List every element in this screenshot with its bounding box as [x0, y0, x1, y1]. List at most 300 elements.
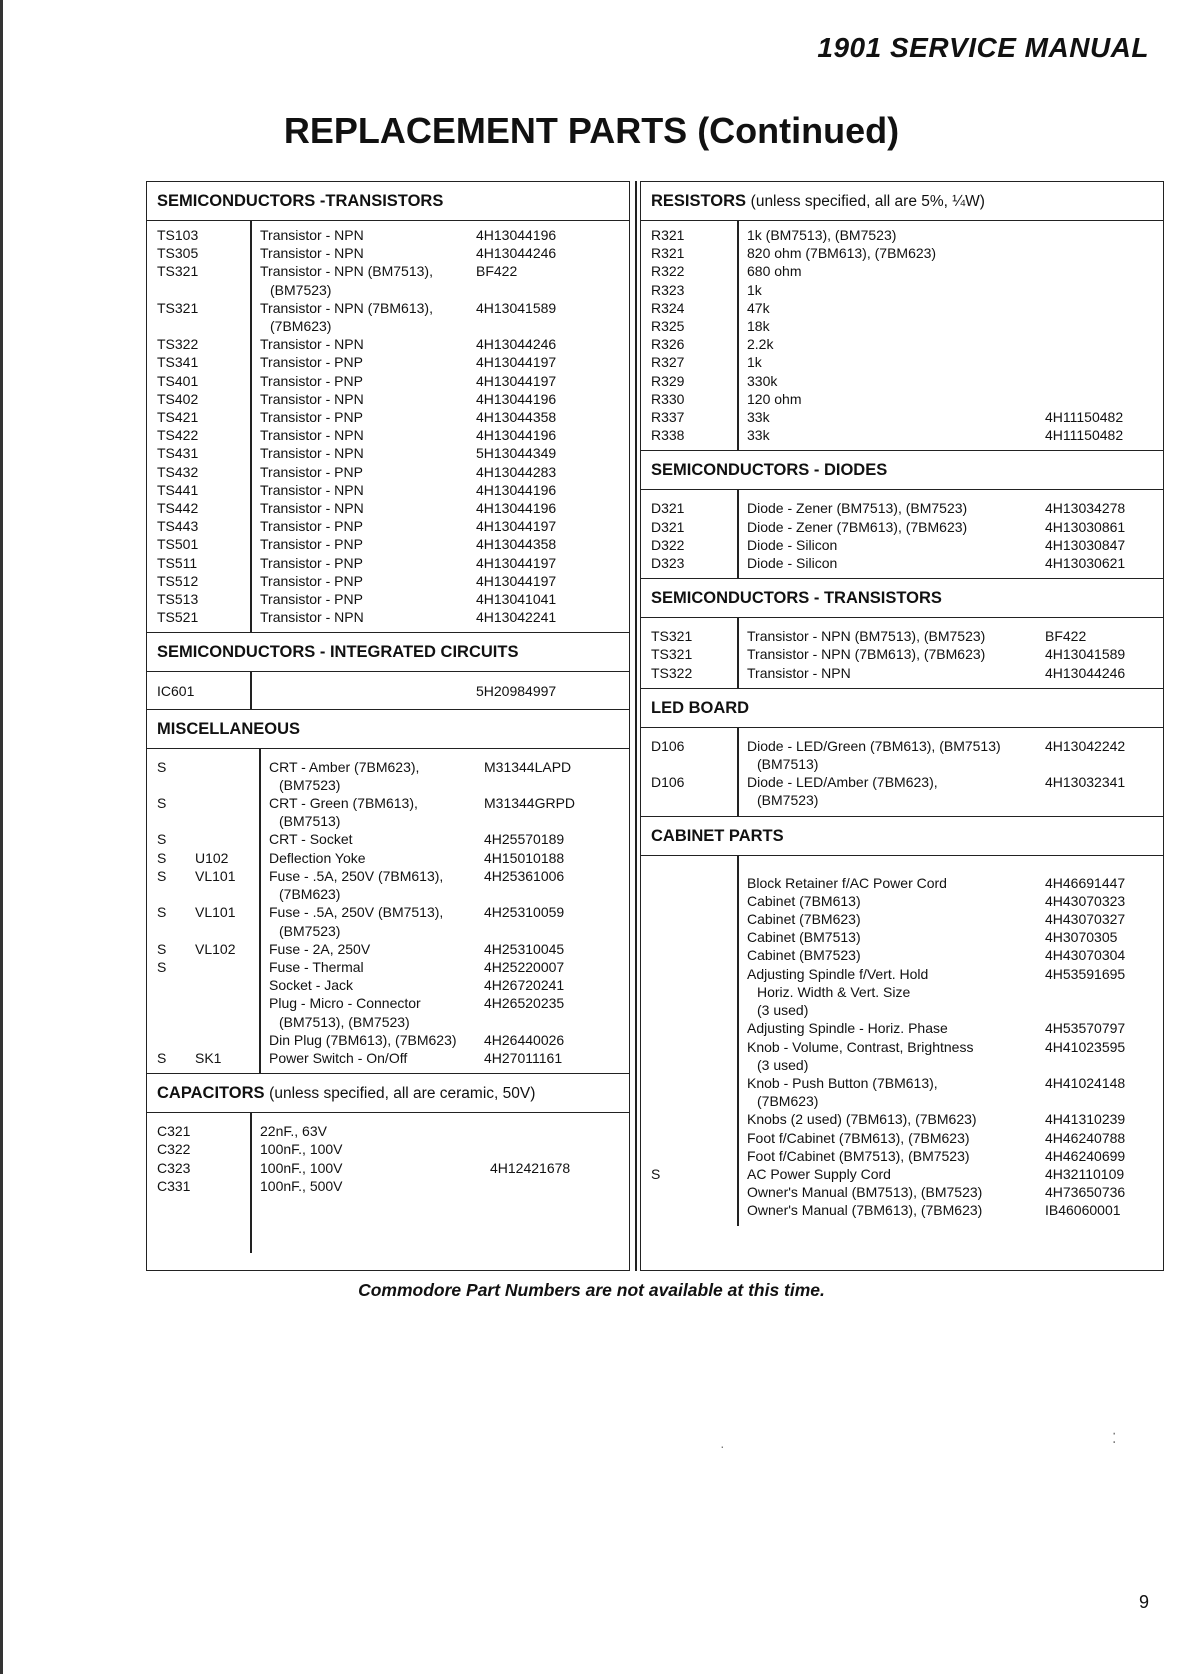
page-edge [0, 0, 3, 1674]
description-continued: (7BM623) [279, 886, 341, 903]
description-continued: (3 used) [757, 1002, 809, 1019]
part-description [737, 1165, 1045, 1183]
part-description [250, 1140, 490, 1158]
table-row [147, 499, 629, 517]
part-description [250, 1159, 490, 1177]
section-diodes [641, 451, 1163, 579]
part-number: 4H13041041 [476, 591, 557, 608]
part-reference [147, 958, 259, 976]
section-capacitors [147, 1074, 629, 1253]
table-row [641, 317, 1163, 335]
part-description [737, 1110, 1045, 1128]
service-flag: S [157, 867, 167, 884]
part-number: 4H13044197 [476, 572, 557, 589]
part-number: 4H13044283 [476, 463, 557, 480]
table-row [147, 554, 629, 572]
description-line: 18k [747, 318, 770, 335]
part-description [737, 499, 1045, 517]
description-continued: (3 used) [757, 1056, 809, 1073]
part-description [250, 517, 476, 535]
part-reference: R322 [651, 263, 685, 280]
part-reference [641, 1038, 737, 1074]
table-row [147, 590, 629, 608]
part-reference: TS443 [157, 518, 199, 535]
description-line: Deflection Yoke [269, 849, 366, 866]
part-reference [147, 976, 259, 994]
part-description [259, 758, 484, 794]
description-line: Fuse - .5A, 250V (BM7513), [269, 904, 444, 921]
part-number: 4H13041589 [476, 299, 557, 316]
part-description [259, 1031, 484, 1049]
description-line: 2.2k [747, 336, 774, 353]
part-reference [147, 903, 259, 939]
table-divider [737, 728, 739, 816]
table-row [641, 965, 1163, 1020]
part-number: 5H20984997 [476, 683, 557, 700]
table-row [147, 426, 629, 444]
part-number: 4H26440026 [484, 1031, 565, 1048]
part-reference: D321 [651, 500, 685, 517]
part-description [250, 682, 476, 700]
table-row [641, 910, 1163, 928]
part-reference [147, 867, 259, 903]
description-line: Transistor - NPN [260, 445, 364, 462]
part-number: 4H13044358 [476, 409, 557, 426]
part-reference: R324 [651, 299, 685, 316]
part-reference [147, 830, 259, 848]
part-description [250, 608, 476, 626]
table-row [147, 1159, 629, 1177]
section-title: MISCELLANEOUS [147, 710, 629, 749]
part-number: 4H13030861 [1045, 518, 1126, 535]
description-line: Transistor - NPN [747, 664, 851, 681]
part-reference [147, 940, 259, 958]
part-reference: TS321 [157, 263, 199, 280]
part-number: 4H25310059 [484, 904, 565, 921]
part-description [737, 426, 1045, 444]
part-reference: TS341 [157, 354, 199, 371]
part-number: 4H13044246 [476, 336, 557, 353]
section-title-main: CAPACITORS [157, 1084, 265, 1103]
part-description [250, 408, 476, 426]
description-line: 100nF., 500V [260, 1177, 343, 1194]
part-description [259, 830, 484, 848]
part-reference: D321 [651, 518, 685, 535]
description-line: 1k (BM7513), (BM7523) [747, 227, 897, 243]
part-number: M31344GRPD [484, 795, 576, 812]
service-flag: S [157, 831, 167, 848]
table-row [147, 244, 629, 262]
service-flag: S [157, 758, 167, 775]
part-reference: TS401 [157, 372, 199, 389]
part-description [250, 1177, 490, 1195]
part-reference [147, 1049, 259, 1067]
part-reference [641, 1019, 737, 1037]
part-description [737, 910, 1045, 928]
part-reference [147, 849, 259, 867]
part-description [250, 299, 476, 335]
part-description [737, 554, 1045, 572]
part-number: 5H13044349 [476, 445, 557, 462]
table-row [147, 903, 629, 939]
table-row [641, 1019, 1163, 1037]
part-description [737, 1019, 1045, 1037]
part-description [250, 426, 476, 444]
section-title: SEMICONDUCTORS - INTEGRATED CIRCUITS [147, 633, 629, 672]
table-row [641, 1183, 1163, 1201]
section-title: SEMICONDUCTORS - TRANSISTORS [641, 579, 1163, 618]
description-line: Foot f/Cabinet (7BM613), (7BM623) [747, 1129, 970, 1146]
part-number: 4H13044196 [476, 227, 557, 243]
section-transistors [641, 579, 1163, 689]
part-description [737, 892, 1045, 910]
description-line: Din Plug (7BM613), (7BM623) [269, 1031, 457, 1048]
page-number: 9 [1138, 1592, 1149, 1612]
table-row [641, 353, 1163, 371]
part-reference: TS422 [157, 427, 199, 444]
table-divider [259, 749, 261, 1073]
part-description [250, 535, 476, 553]
part-description [737, 281, 1045, 299]
part-description [259, 794, 484, 830]
part-number: 4H13044196 [476, 427, 557, 444]
table-row [641, 335, 1163, 353]
description-line: Diode - LED/Amber (7BM623), [747, 774, 938, 791]
part-reference [641, 1110, 737, 1128]
part-description [737, 408, 1045, 426]
part-reference: TS441 [157, 481, 199, 498]
part-number: 4H53570797 [1045, 1020, 1126, 1037]
part-number: 4H11150482 [1045, 427, 1124, 444]
section-resistors [641, 182, 1163, 451]
description-continued: (BM7523) [270, 281, 332, 298]
part-description [250, 226, 476, 244]
part-number: 4H13042241 [476, 609, 557, 626]
description-line: Diode - LED/Green (7BM613), (BM7513) [747, 737, 1001, 754]
table-row [147, 608, 629, 626]
table-row [641, 299, 1163, 317]
service-flag: S [157, 958, 167, 975]
table-row [147, 867, 629, 903]
description-line: Block Retainer f/AC Power Cord [747, 874, 947, 891]
part-reference: R325 [651, 318, 685, 335]
part-description [259, 867, 484, 903]
description-line: 22nF., 63V [260, 1123, 327, 1140]
description-line: Cabinet (BM7513) [747, 929, 861, 946]
section-title [641, 182, 1163, 221]
table-row [147, 994, 629, 1030]
part-description [737, 536, 1045, 554]
table-divider [250, 1113, 252, 1253]
description-line: AC Power Supply Cord [747, 1165, 891, 1182]
part-description [737, 262, 1045, 280]
section-integrated-circuits [147, 633, 629, 709]
part-number: 4H46691447 [1045, 874, 1126, 891]
part-description [250, 353, 476, 371]
table-row [641, 664, 1163, 682]
table-row [641, 372, 1163, 390]
table-row [147, 572, 629, 590]
description-line: 100nF., 100V [260, 1141, 343, 1158]
table-row [641, 408, 1163, 426]
description-line: 47k [747, 299, 770, 316]
part-reference: C322 [157, 1141, 191, 1158]
section-title: SEMICONDUCTORS -TRANSISTORS [147, 182, 629, 221]
part-description [737, 773, 1045, 809]
part-reference: TS501 [157, 536, 199, 553]
part-number: 4H13032341 [1045, 774, 1126, 791]
part-description [737, 874, 1045, 892]
scan-speck: · [720, 1438, 725, 1454]
table-row [641, 390, 1163, 408]
table-row [641, 1129, 1163, 1147]
description-line: Transistor - NPN (BM7513), [260, 263, 433, 280]
table-row [147, 758, 629, 794]
component-ref: VL101 [195, 867, 236, 884]
table-row [641, 946, 1163, 964]
part-description [250, 390, 476, 408]
description-line: CRT - Amber (7BM623), [269, 758, 420, 775]
part-number: 4H15010188 [484, 849, 565, 866]
part-description [737, 335, 1045, 353]
part-reference: C321 [157, 1123, 191, 1140]
part-reference [641, 892, 737, 910]
part-description [737, 965, 1045, 1020]
description-line: 33k [747, 427, 770, 444]
part-number: 4H26520235 [484, 995, 565, 1012]
part-description [737, 1183, 1045, 1201]
part-number: M31344LAPD [484, 758, 572, 775]
table-row [147, 940, 629, 958]
part-description [259, 994, 484, 1030]
column-divider [635, 181, 637, 1271]
description-line: Transistor - PNP [260, 554, 363, 571]
part-number: 4H25220007 [484, 958, 565, 975]
part-number: 4H13044246 [476, 245, 557, 262]
part-number: 4H13044197 [476, 554, 557, 571]
description-continued: (7BM623) [270, 318, 332, 335]
part-reference [147, 794, 259, 830]
part-number: 4H13030621 [1045, 555, 1126, 572]
table-row [641, 426, 1163, 444]
part-reference [641, 965, 737, 1020]
part-description [737, 627, 1045, 645]
part-number: 4H13034278 [1045, 500, 1126, 517]
table-row [147, 390, 629, 408]
service-flag: S [157, 795, 167, 812]
section-title [147, 1074, 629, 1113]
part-description [737, 928, 1045, 946]
part-reference: R321 [651, 227, 685, 243]
section-title: CABINET PARTS [641, 817, 1163, 856]
part-number: 4H43070304 [1045, 947, 1126, 964]
part-reference: D106 [651, 774, 685, 791]
table-row [641, 226, 1163, 244]
table-divider [737, 490, 739, 578]
description-continued: (BM7513) [279, 813, 341, 830]
part-description [737, 226, 1045, 244]
part-reference: TS305 [157, 245, 199, 262]
section-title: LED BOARD [641, 689, 1163, 728]
description-line: Cabinet (BM7523) [747, 947, 861, 964]
table-row [147, 1177, 629, 1195]
part-number: 4H13030847 [1045, 536, 1126, 553]
description-line: 820 ohm (7BM613), (7BM623) [747, 245, 937, 262]
table-row [641, 1110, 1163, 1128]
table-row [147, 444, 629, 462]
part-reference: R327 [651, 354, 685, 371]
table-row [147, 372, 629, 390]
part-description [250, 481, 476, 499]
part-number: 4H32110109 [1045, 1165, 1125, 1182]
table-row [147, 830, 629, 848]
section-semiconductors-transistors [147, 182, 629, 633]
part-reference: TS402 [157, 390, 199, 407]
table-row [641, 262, 1163, 280]
part-description [737, 317, 1045, 335]
part-number: 4H43070327 [1045, 911, 1126, 928]
description-line: Knob - Push Button (7BM613), [747, 1074, 938, 1091]
section-cabinet-parts [641, 817, 1163, 1226]
description-line: Fuse - Thermal [269, 958, 364, 975]
part-number: 4H13044197 [476, 354, 557, 371]
part-number: 4H46240788 [1045, 1129, 1126, 1146]
part-description [250, 244, 476, 262]
part-description [737, 1129, 1045, 1147]
part-number: BF422 [476, 263, 518, 280]
part-reference: C331 [157, 1177, 191, 1194]
description-line: 1k [747, 354, 762, 371]
part-description [737, 645, 1045, 663]
table-divider [250, 672, 252, 708]
service-flag [157, 976, 195, 994]
description-line: Foot f/Cabinet (BM7513), (BM7523) [747, 1147, 970, 1164]
table-row [147, 226, 629, 244]
description-line: Owner's Manual (7BM613), (7BM623) [747, 1202, 983, 1219]
part-reference: TS512 [157, 572, 199, 589]
table-row [641, 645, 1163, 663]
part-number: 4H25310045 [484, 940, 565, 957]
description-line: Socket - Jack [269, 977, 354, 994]
right-column [640, 181, 1164, 1271]
part-number: 4H13044246 [1045, 664, 1126, 681]
description-continued: (BM7523) [757, 792, 819, 809]
part-reference: TS421 [157, 409, 199, 426]
description-line: 100nF., 100V [260, 1159, 343, 1176]
part-description [250, 1122, 490, 1140]
description-line: Transistor - NPN [260, 609, 364, 626]
description-line: Transistor - NPN [260, 390, 364, 407]
component-ref: VL102 [195, 940, 236, 957]
table-row [147, 262, 629, 298]
description-line: CRT - Green (7BM613), [269, 795, 418, 812]
description-line: Fuse - 2A, 250V [269, 940, 371, 957]
part-reference: R323 [651, 281, 685, 298]
part-description [259, 940, 484, 958]
description-continued: (7BM623) [757, 1093, 819, 1110]
part-number: 4H53591695 [1045, 965, 1126, 982]
description-line: Adjusting Spindle - Horiz. Phase [747, 1020, 948, 1037]
scan-speck: ⁚ [1112, 1430, 1117, 1446]
part-number: 4H13044197 [476, 518, 557, 535]
description-line: Transistor - NPN [260, 500, 364, 517]
part-number: 4H41024148 [1045, 1074, 1126, 1091]
table-row [147, 517, 629, 535]
table-divider [737, 856, 739, 1226]
table-row [641, 737, 1163, 773]
table-row [641, 1147, 1163, 1165]
part-description [259, 849, 484, 867]
part-number: 4H12421678 [490, 1159, 571, 1176]
part-reference: D323 [651, 555, 685, 572]
part-number: 4H27011161 [484, 1049, 563, 1066]
part-description [250, 335, 476, 353]
table-divider [250, 221, 252, 632]
description-line: CRT - Socket [269, 831, 353, 848]
description-line: Transistor - NPN (BM7513), (BM7523) [747, 628, 986, 645]
table-row [147, 976, 629, 994]
table-row [641, 1074, 1163, 1110]
service-flag: S [157, 1049, 167, 1066]
table-row [641, 1038, 1163, 1074]
part-number: 4H13044196 [476, 390, 557, 407]
description-line: 1k [747, 281, 762, 298]
part-description [250, 554, 476, 572]
section-title-note: (unless specified, all are 5%, ¼W) [750, 193, 985, 210]
part-number: 4H26720241 [484, 977, 565, 994]
part-description [250, 262, 476, 298]
part-reference [641, 874, 737, 892]
service-flag [157, 1031, 195, 1049]
part-reference: TS442 [157, 500, 199, 517]
part-reference: TS321 [651, 646, 693, 663]
service-flag [157, 994, 195, 1030]
part-description [259, 1049, 484, 1067]
part-number: 4H11150482 [1045, 409, 1124, 426]
section-miscellaneous [147, 710, 629, 1074]
component-ref: SK1 [195, 1049, 222, 1066]
description-line: Transistor - NPN (7BM613), (7BM623) [747, 646, 986, 663]
table-divider [737, 221, 739, 450]
part-description [737, 372, 1045, 390]
part-reference: R326 [651, 336, 685, 353]
description-line: Cabinet (7BM623) [747, 911, 861, 928]
part-description [737, 244, 1045, 262]
description-line: Transistor - PNP [260, 354, 363, 371]
part-description [737, 664, 1045, 682]
description-line: Transistor - PNP [260, 536, 363, 553]
part-description [259, 903, 484, 939]
part-number: 4H41023595 [1045, 1038, 1126, 1055]
table-row [147, 1031, 629, 1049]
description-line: Transistor - NPN (7BM613), [260, 299, 433, 316]
part-reference: TS432 [157, 463, 199, 480]
table-row [641, 499, 1163, 517]
part-reference: D322 [651, 536, 685, 553]
description-continued: (BM7513) [757, 756, 819, 773]
description-line: Power Switch - On/Off [269, 1049, 408, 1066]
part-description [737, 1038, 1045, 1074]
description-line: Transistor - PNP [260, 372, 363, 389]
description-line: Transistor - PNP [260, 463, 363, 480]
part-number: 4H13044196 [476, 481, 557, 498]
part-description [250, 590, 476, 608]
table-row [147, 849, 629, 867]
description-continued: (BM7523) [279, 776, 341, 793]
component-ref: VL101 [195, 904, 236, 921]
part-description [250, 499, 476, 517]
description-line: Transistor - NPN [260, 245, 364, 262]
